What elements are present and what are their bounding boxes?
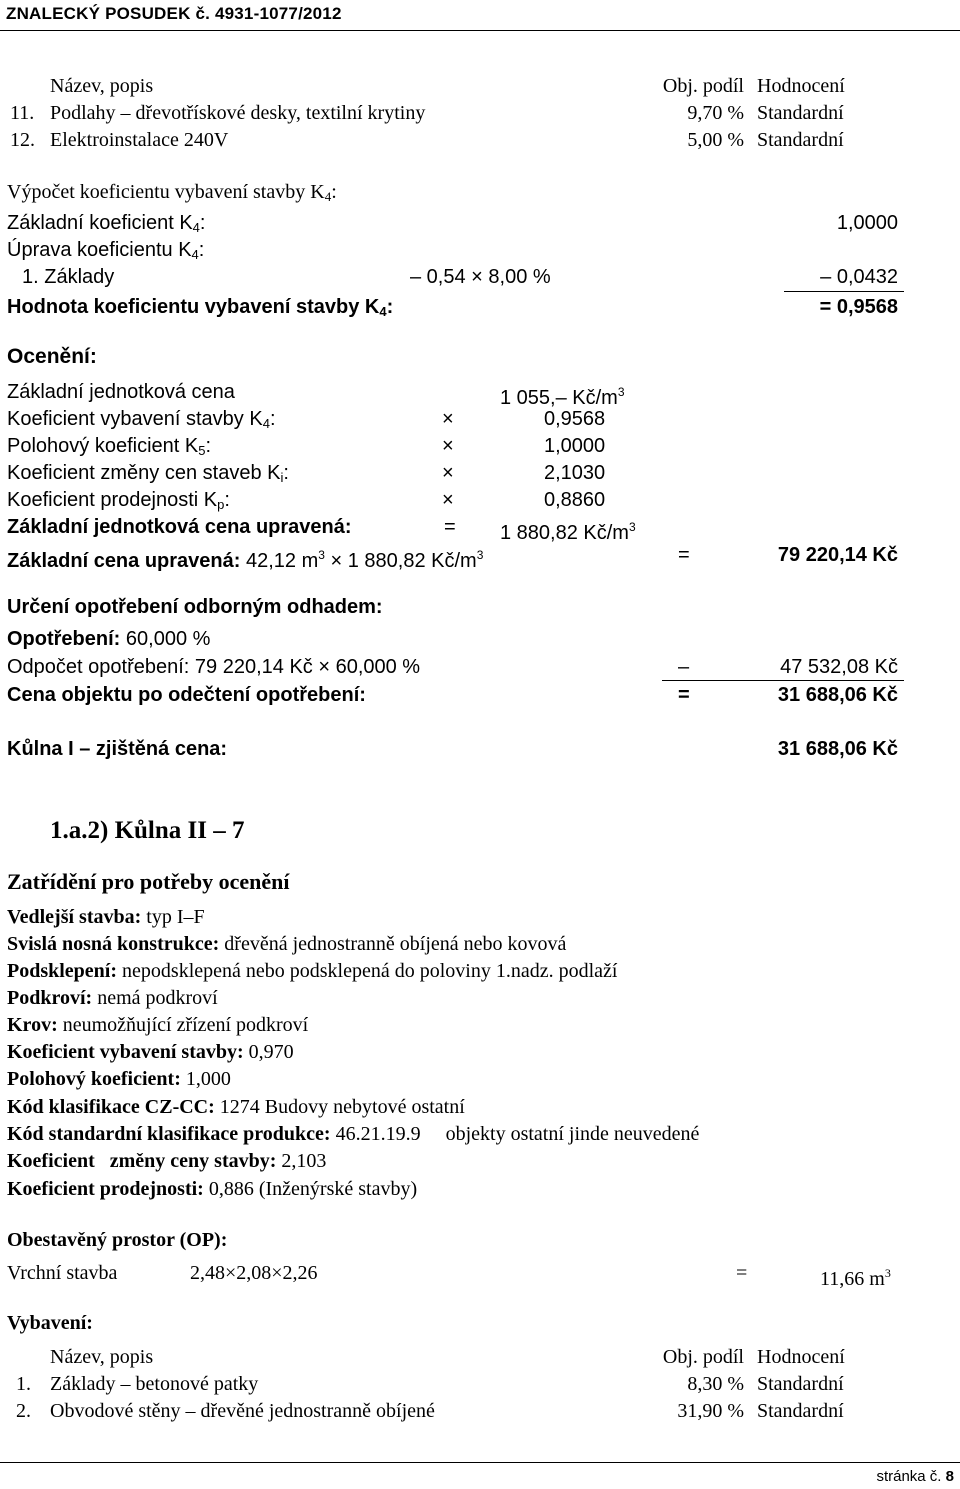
col-name-header: Název, popis <box>50 75 154 97</box>
row-share: 8,30 % <box>687 1373 744 1395</box>
classification-line: Podkroví: nemá podkroví <box>7 987 218 1009</box>
row-number: 2. <box>16 1400 31 1422</box>
row-name: Obvodové stěny – dřevěné jednostranně obíjené <box>50 1400 435 1422</box>
row-rating: Standardní <box>757 129 844 151</box>
equals-sign: = <box>736 1262 748 1284</box>
equals-sign: = <box>678 544 690 566</box>
classification-line: Vedlejší stavba: typ I–F <box>7 906 205 928</box>
row-name: Základy – betonové patky <box>50 1373 259 1395</box>
k4-item-calc: – 0,54 × 8,00 % <box>410 266 551 288</box>
times-sign: × <box>442 489 454 511</box>
footer-rule <box>0 1462 960 1463</box>
found-price-value: 31 688,06 Kč <box>777 738 898 760</box>
row-number: 11. <box>10 102 35 124</box>
op-calc: 2,48×2,08×2,26 <box>190 1262 318 1284</box>
adj-price-value: 79 220,14 Kč <box>777 544 898 566</box>
k5-label: Polohový koeficient K5: <box>7 435 212 458</box>
op-label: Vrchní stavba <box>7 1262 118 1284</box>
classification-line: Svislá nosná konstrukce: dřevěná jednostranně obíjená nebo kovová <box>7 933 567 955</box>
op-value: 11,66 $m^3$ <box>820 1266 891 1290</box>
sum-rule <box>784 291 904 292</box>
page-label: stránka č. <box>876 1468 942 1485</box>
equals-sign: = <box>678 684 690 706</box>
wear-title: Určení opotřebení odborným odhadem: <box>7 596 383 618</box>
col-rating-header: Hodnocení <box>757 75 845 97</box>
base-unit-price-value: 1 055,– $Kč/m^3$ <box>500 385 625 409</box>
page-footer <box>876 1468 954 1485</box>
classification-line: Koeficient prodejnosti: 0,886 (Inženýrské stavby) <box>7 1178 418 1200</box>
col-rating-header: Hodnocení <box>757 1346 845 1368</box>
op-title: Obestavěný prostor (OP): <box>7 1229 228 1251</box>
row-share: 31,90 % <box>677 1400 744 1422</box>
found-price-label: Kůlna I – zjištěná cena: <box>7 738 228 760</box>
wear-rate: Opotřebení: 60,000 % <box>7 628 211 650</box>
row-name: Podlahy – dřevotřískové desky, textilní krytiny <box>50 102 426 124</box>
classification-line: Kód klasifikace CZ-CC: 1274 Budovy nebytové ostatní <box>7 1096 465 1118</box>
k4-value: 0,9568 <box>544 408 606 430</box>
row-number: 12. <box>10 129 35 151</box>
row-share: 5,00 % <box>687 129 744 151</box>
valuation-title: Ocenění: <box>7 345 97 368</box>
col-name-header: Název, popis <box>50 1346 154 1368</box>
kp-label: Koeficient prodejnosti Kp: <box>7 489 230 512</box>
row-number: 1. <box>16 1373 31 1395</box>
adj-price-line: Základní cena upravená: 42,12 $m^3 \times 1$ 880,82 $Kč/m^3$ <box>7 548 484 572</box>
sum-rule <box>662 680 904 681</box>
kp-value: 0,8860 <box>544 489 606 511</box>
times-sign: × <box>442 408 454 430</box>
k4-base-value: 1,0000 <box>836 212 898 234</box>
k4-label: Koeficient vybavení stavby K4: <box>7 408 276 431</box>
k5-value: 1,0000 <box>544 435 606 457</box>
k4-result-label: Hodnota koeficientu vybavení stavby K4: <box>7 296 394 319</box>
page-number: 8 <box>945 1468 954 1485</box>
ki-label: Koeficient změny cen staveb Ki: <box>7 462 289 485</box>
k4-title: Výpočet koeficientu vybavení stavby K4: <box>7 181 337 204</box>
row-share: 9,70 % <box>687 102 744 124</box>
minus-sign: – <box>678 656 690 678</box>
col-share-header: Obj. podíl <box>662 1346 744 1368</box>
ki-value: 2,1030 <box>544 462 606 484</box>
k4-item-label: 1. Základy <box>22 266 115 288</box>
row-name: Elektroinstalace 240V <box>50 129 229 151</box>
base-unit-price-label: Základní jednotková cena <box>7 381 235 403</box>
k4-adj-label: Úprava koeficientu K4: <box>7 239 205 262</box>
classification-line: Koeficient změny ceny stavby: 2,103 <box>7 1150 327 1172</box>
col-share-header: Obj. podíl <box>662 75 744 97</box>
document-title: ZNALECKÝ POSUDEK č. 4931-1077/2012 <box>6 4 342 23</box>
classification-line: Kód standardní klasifikace produkce: 46.21.19.9 objekty ostatní jinde neuvedené <box>7 1123 700 1145</box>
row-rating: Standardní <box>757 1373 844 1395</box>
k4-base-label: Základní koeficient K4: <box>7 212 206 235</box>
after-wear-label: Cena objektu po odečtení opotřebení: <box>7 684 366 706</box>
classification-title: Zatřídění pro potřeby ocenění <box>7 869 290 894</box>
after-wear-value: 31 688,06 Kč <box>777 684 898 706</box>
adj-unit-price-value: 1 880,82 $Kč/m^3$ <box>500 520 636 544</box>
classification-line: Krov: neumožňující zřízení podkroví <box>7 1014 309 1036</box>
wear-deduct-label: Odpočet opotřebení: 79 220,14 Kč × 60,000 % <box>7 656 421 678</box>
classification-line: Koeficient vybavení stavby: 0,970 <box>7 1041 294 1063</box>
row-rating: Standardní <box>757 1400 844 1422</box>
classification-line: Podsklepení: nepodsklepená nebo podsklepená do poloviny 1.nadz. podlaží <box>7 960 618 982</box>
wear-deduct-value: 47 532,08 Kč <box>780 656 898 678</box>
k4-result-value: = 0,9568 <box>819 296 898 318</box>
document-header <box>0 0 960 31</box>
times-sign: × <box>442 435 454 457</box>
adj-unit-price-label: Základní jednotková cena upravená: <box>7 516 352 538</box>
k4-item-value: – 0,0432 <box>820 266 898 288</box>
equals-sign: = <box>444 516 456 538</box>
row-rating: Standardní <box>757 102 844 124</box>
section-heading: 1.a.2) Kůlna II – 7 <box>50 817 245 844</box>
classification-line: Polohový koeficient: 1,000 <box>7 1068 231 1090</box>
equipment-title: Vybavení: <box>7 1312 93 1334</box>
times-sign: × <box>442 462 454 484</box>
